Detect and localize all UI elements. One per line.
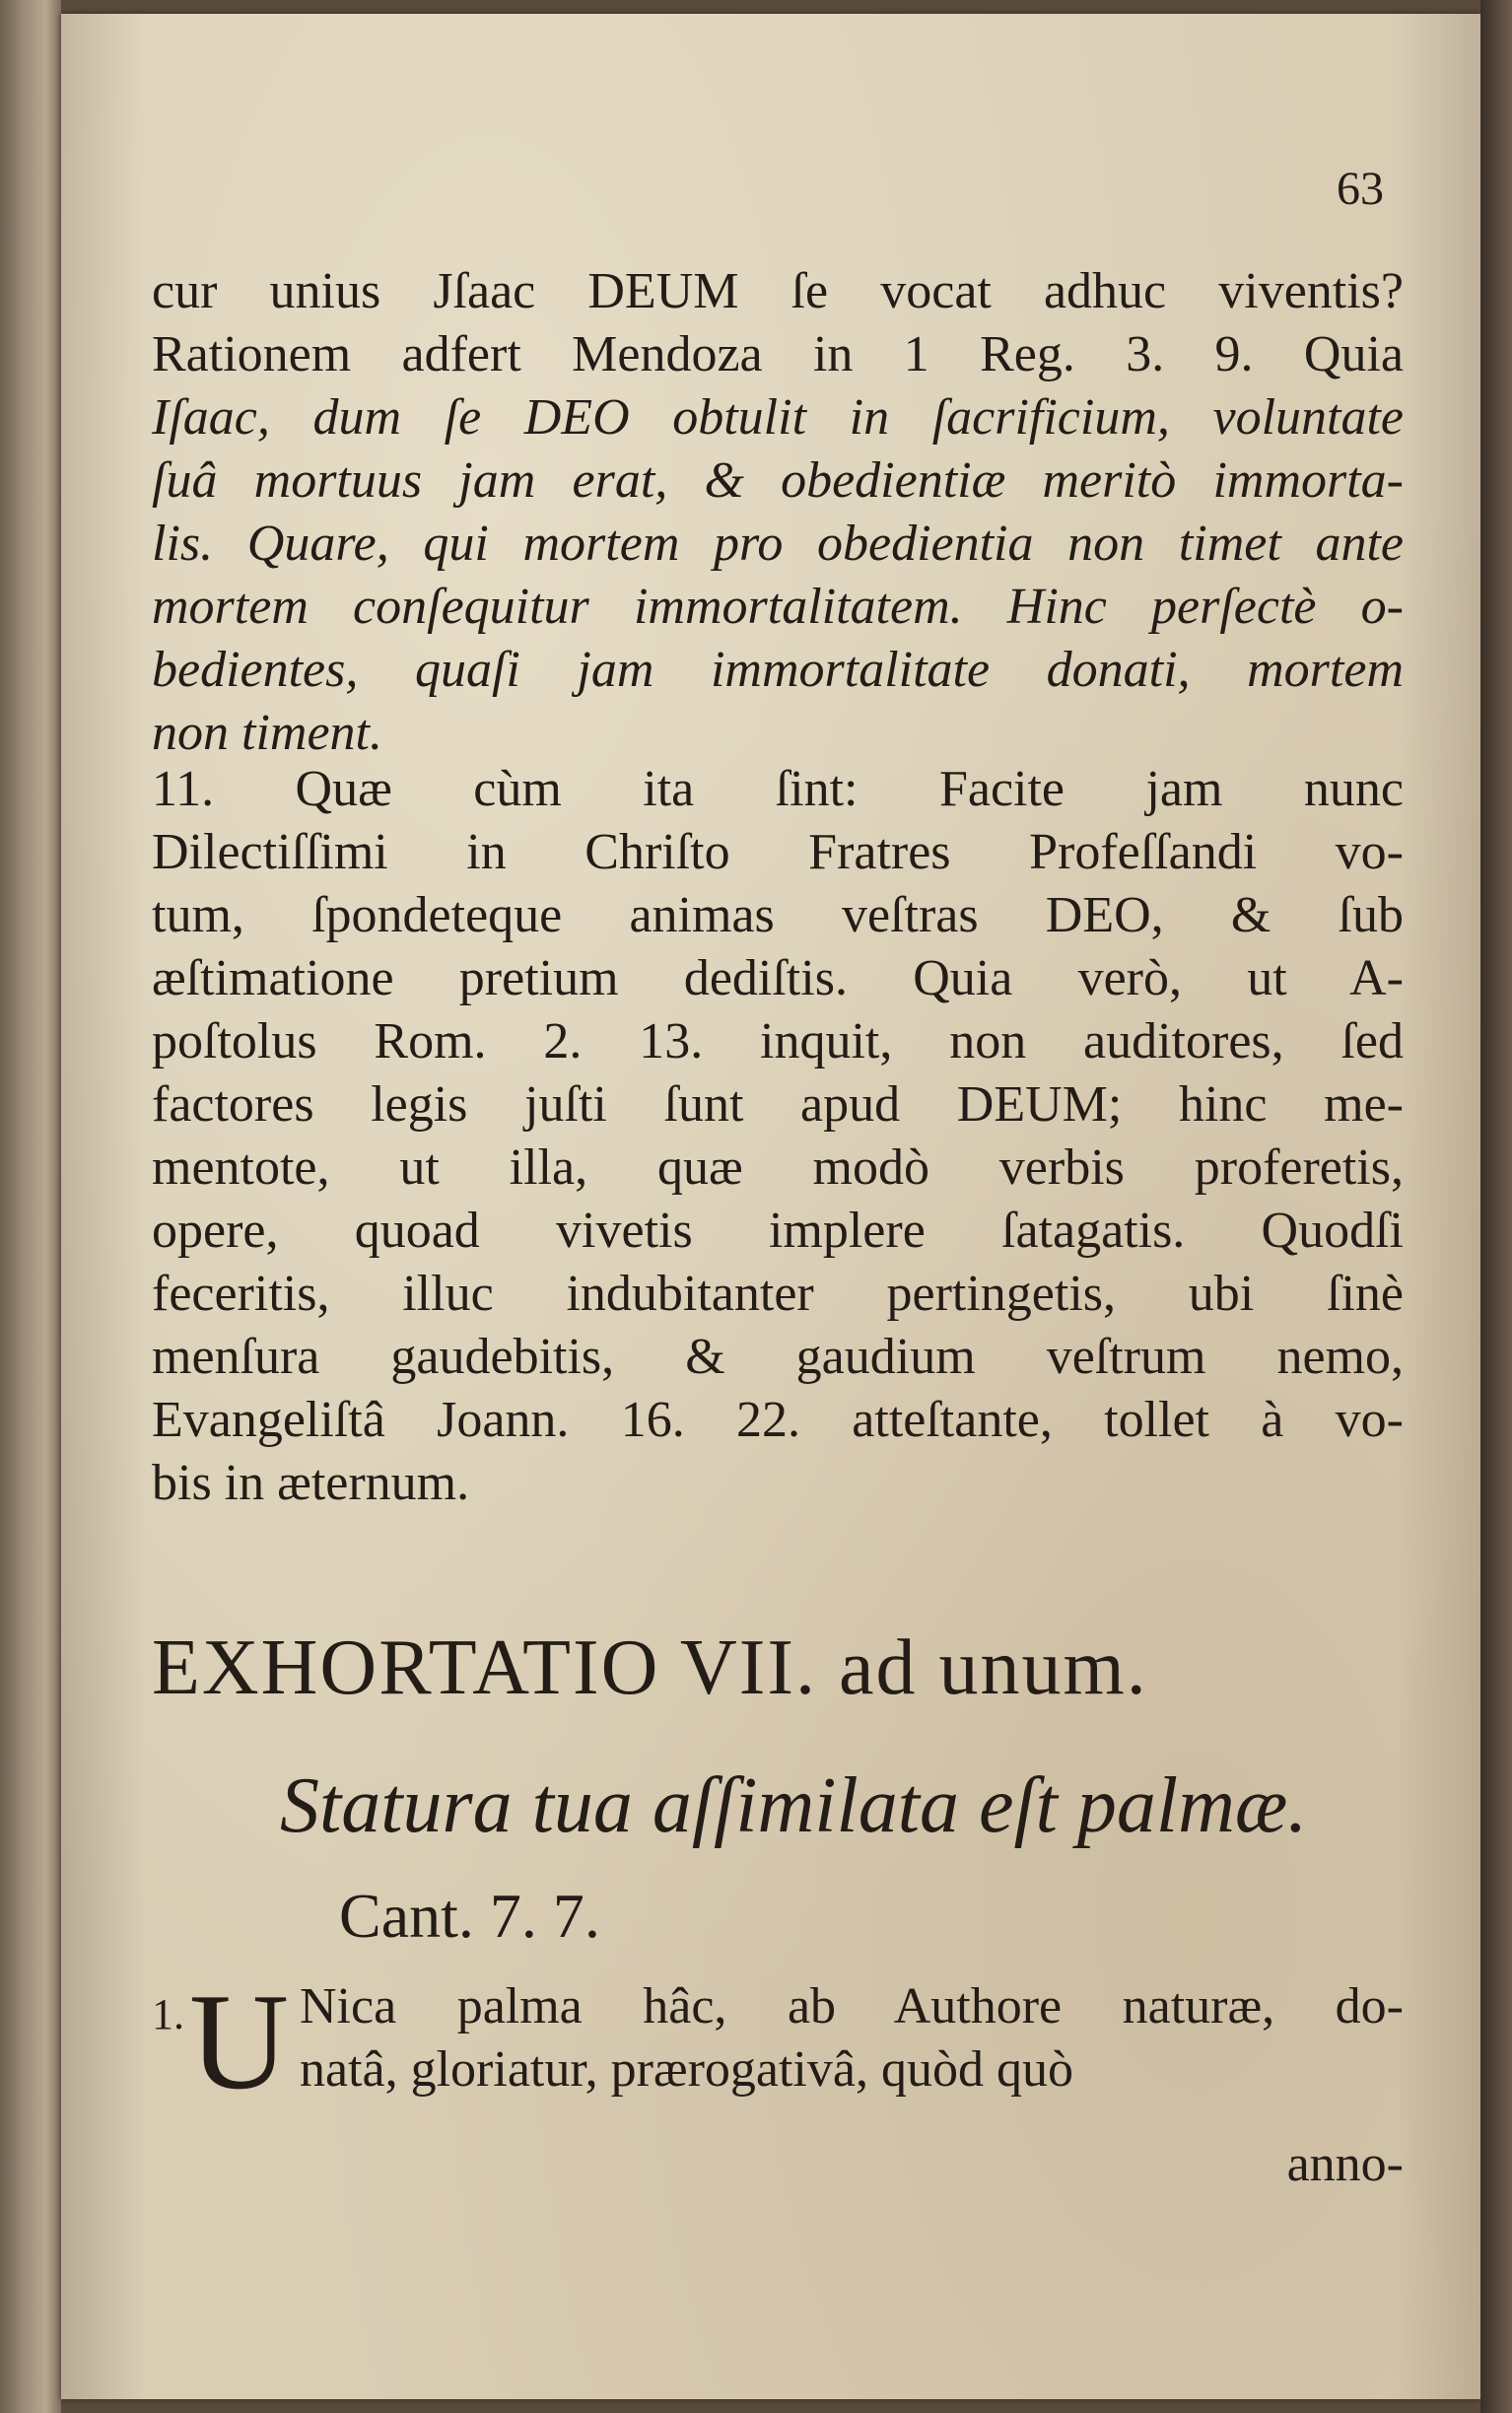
- book-edge-shadow: [1480, 0, 1512, 2413]
- text-line: non timent.: [152, 705, 382, 761]
- paragraph-1-body: [300, 1975, 1404, 2102]
- text-line: factores legis juſti ſunt apud DEUM; hinc me-: [152, 1076, 1404, 1133]
- book-page: [61, 14, 1480, 2399]
- text-line: natâ, gloriatur, prærogativâ, quòd quò: [300, 2041, 1073, 2098]
- text-line: cur unius Jſaac DEUM ſe vocat adhuc viventis?: [152, 263, 1404, 319]
- text-line: menſura gaudebitis, & gaudium veſtrum nemo,: [152, 1329, 1404, 1385]
- text-line: mentote, ut illa, quæ modò verbis proferetis,: [152, 1139, 1404, 1196]
- previous-page-edge: [0, 0, 61, 2413]
- paragraph-number: 1.: [152, 1990, 184, 2038]
- motto-citation: Cant. 7. 7.: [339, 1881, 600, 1951]
- text-line: poſtolus Rom. 2. 13. inquit, non auditores, ſed: [152, 1013, 1404, 1069]
- text-line: ſuâ mortuus jam erat, & obedientiæ meritò immorta-: [152, 452, 1404, 509]
- paragraph-11: [152, 758, 1404, 1515]
- drop-capital: U: [189, 1965, 290, 2118]
- text-line: bedientes, quaſi jam immortalitate donati, mortem: [152, 642, 1404, 698]
- text-line: æſtimatione pretium dediſtis. Quia verò, ut A-: [152, 950, 1404, 1006]
- page-number: 63: [1337, 163, 1384, 215]
- catchword: anno-: [1286, 2136, 1404, 2192]
- paragraph-10: [152, 260, 1404, 765]
- text-line: Dilectiſſimi in Chriſto Fratres Profeſſandi vo-: [152, 824, 1404, 880]
- text-line: mortem conſequitur immortalitatem. Hinc perſectè o-: [152, 579, 1404, 635]
- text-line: Nica palma hâc, ab Authore naturæ, do-: [300, 1978, 1404, 2034]
- text-line: lis. Quare, qui mortem pro obedientia non timet ante: [152, 516, 1404, 572]
- text-line: opere, quoad vivetis implere ſatagatis. Quodſi: [152, 1203, 1404, 1259]
- text-line: Rationem adfert Mendoza in 1 Reg. 3. 9. Quia: [152, 326, 1404, 382]
- text-line: bis in æternum.: [152, 1455, 470, 1511]
- text-line: Iſaac, dum ſe DEO obtulit in ſacrificium, voluntate: [152, 389, 1404, 446]
- text-line: 11. Quæ cùm ita ſint: Facite jam nunc: [152, 761, 1404, 817]
- section-heading: EXHORTATIO VII. ad unum.: [152, 1624, 1148, 1711]
- text-line: feceritis, illuc indubitanter pertingetis, ubi ſinè: [152, 1266, 1404, 1322]
- motto-quotation: Statura tua aſſimilata eſt palmæ.: [280, 1762, 1308, 1849]
- text-line: Evangeliſtâ Joann. 16. 22. atteſtante, tollet à vo-: [152, 1392, 1404, 1448]
- text-line: tum, ſpondeteque animas veſtras DEO, & ſub: [152, 887, 1404, 943]
